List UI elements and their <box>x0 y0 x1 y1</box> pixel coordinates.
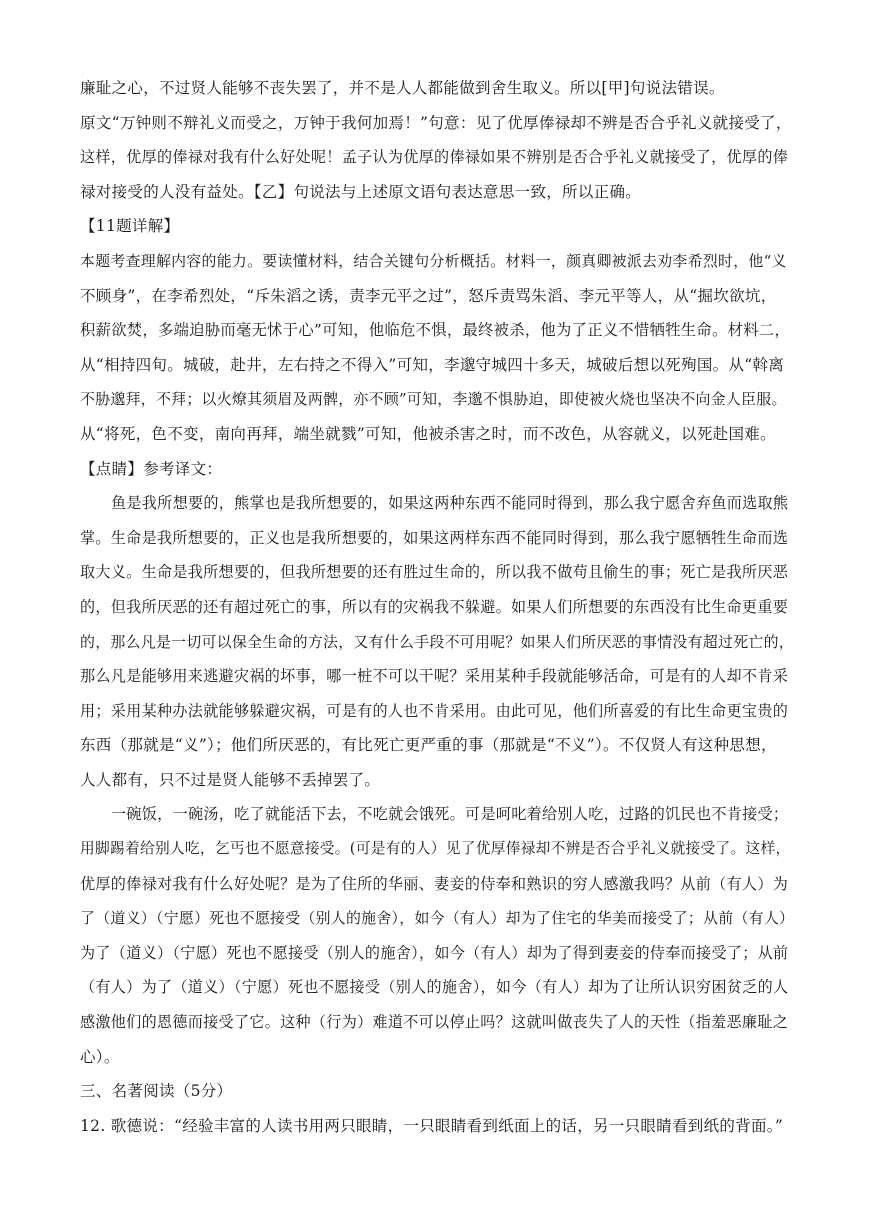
text-line: 积薪欲焚，多端迫胁而毫无怵于心”可知，他临危不惧，最终被杀，他为了正义不惜牺牲生命。材料二， <box>80 321 790 340</box>
text-line: 一碗饭，一碗汤，吃了就能活下去，不吃就会饿死。可是呵叱着给别人吃，过路的饥民也不肯接受； <box>111 805 789 824</box>
text-line: 【点睛】参考译文： <box>80 459 223 478</box>
text-line: 心）。 <box>80 1047 120 1066</box>
text-line: 东西（那就是“义”）；他们所厌恶的，有比死亡更严重的事（那就是“不义”）。不仅贤人有这种思想， <box>80 736 777 755</box>
text-line: 不胁邈拜，不拜；以火燎其须眉及两髀，亦不顾”可知，李邈不惧胁迫，即使被火烧也坚决不向金人臣服。 <box>80 390 787 409</box>
text-line: 了（道义）（宁愿）死也不愿接受（别人的施舍），如今（有人）却为了住宅的华美而接受了；从前（有人） <box>80 909 795 928</box>
text-line: 感激他们的恩德而接受了它。这种（行为）难道不可以停止吗？这就叫做丧失了人的天性（指羞恶廉耻之 <box>80 1013 789 1032</box>
text-line: 从“将死，色不变，南向再拜，端坐就戮”可知，他被杀害之时，而不改色，从容就义，以死赴国难。 <box>80 424 776 443</box>
text-line: 取大义。生命是我所想要的，但我所想要的还有胜过生命的，所以我不做苟且偷生的事；死亡是我所厌恶 <box>80 563 789 582</box>
text-line: 从“相持四旬。城破，赴井，左右持之不得入”可知，李邈守城四十多天，城破后想以死殉国。从“斡离 <box>80 355 785 374</box>
text-line: 掌。生命是我所想要的，正义也是我所想要的，如果这两样东西不能同时得到，那么我宁愿牺牲生命而选 <box>80 528 789 547</box>
text-line: 三、名著阅读（5分） <box>80 1082 233 1101</box>
text-line: 的，但我所厌恶的还有超过死亡的事，所以有的灾祸我不躲避。如果人们所想要的东西没有比生命更重要 <box>80 597 789 616</box>
text-line: 用脚踢着给别人吃，乞丐也不愿意接受。(可是有的人）见了优厚俸禄却不辨是否合乎礼义就接受了。这样， <box>80 840 791 858</box>
text-line: 不顾身”，在李希烈处，“斥朱滔之诱，责李元平之过”，怒斥责骂朱滔、李元平等人，从“掘坎欲坑， <box>80 286 777 305</box>
text-line: 用；采用某种办法就能够躲避灾祸，可是有的人也不肯采用。由此可见，他们所喜爱的有比生命更宝贵的 <box>80 701 789 720</box>
text-line: 人人都有，只不过是贤人能够不丢掉罢了。 <box>80 770 381 789</box>
text-line: 禄对接受的人没有益处。【乙】句说法与上述原文语句表达意思一致，所以正确。 <box>80 182 642 201</box>
text-line: 的，那么凡是一切可以保全生命的方法，又有什么手段不可用呢？如果人们所厌恶的事情没有超过死亡的， <box>80 632 794 651</box>
text-line: 廉耻之心，不过贤人能够不丧失罢了，并不是人人都能做到舍生取义。所以[甲]句说法错误。 <box>80 79 725 97</box>
text-line: 这样，优厚的俸禄对我有什么好处呢！孟子认为优厚的俸禄如果不辨别是否合乎礼义就接受了，优厚的俸 <box>80 148 789 167</box>
document-page <box>80 71 795 1143</box>
text-line: 本题考查理解内容的能力。要读懂材料，结合关键句分析概括。材料一，颜真卿被派去劝李希烈时，他“义 <box>80 251 787 270</box>
text-line: 优厚的俸禄对我有什么好处呢？是为了住所的华丽、妻妾的侍奉和熟识的穷人感激我吗？从前（有人）为 <box>80 874 789 893</box>
text-line: （有人）为了（道义）（宁愿）死也不愿接受（别人的施舍），如今（有人）却为了让所认识穷困贫乏的人 <box>80 978 789 997</box>
text-line: 为了（道义）（宁愿）死也不愿接受（别人的施舍），如今（有人）却为了得到妻妾的侍奉而接受了；从前 <box>80 943 789 962</box>
text-line: 那么凡是能够用来逃避灾祸的坏事，哪一桩不可以干呢？采用某种手段就能够活命，可是有的人却不肯采 <box>80 667 789 686</box>
text-line: 12. 歌德说：“经验丰富的人读书用两只眼睛，一只眼睛看到纸面上的话，另一只眼睛看到纸的背面。” <box>80 1116 784 1135</box>
text-line: 原文“万钟则不辩礼义而受之，万钟于我何加焉！”句意：见了优厚俸禄却不辨是否合乎礼义就接受了， <box>80 113 792 132</box>
text-line: 【11题详解】 <box>80 217 180 236</box>
text-line: 鱼是我所想要的，熊掌也是我所想要的，如果这两种东西不能同时得到，那么我宁愿舍弃鱼而选取熊 <box>111 494 789 513</box>
